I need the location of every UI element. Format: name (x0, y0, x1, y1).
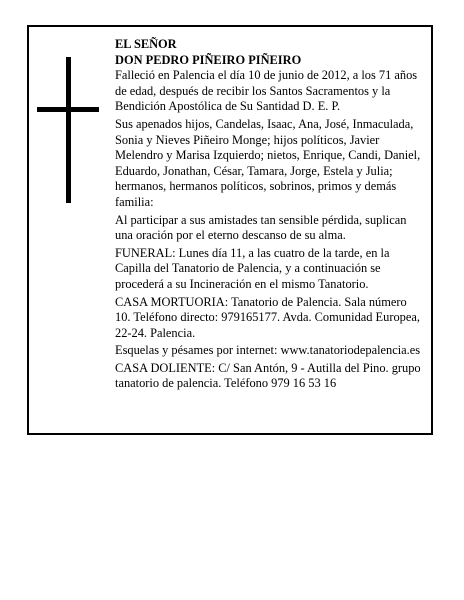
deceased-name: DON PEDRO PIÑEIRO PIÑEIRO (115, 52, 302, 67)
mourning-house-info: CASA DOLIENTE: C/ San Antón, 9 - Autilla del Pino. grupo tanatorio de palencia. Teléfono 979 16 53 16 (115, 360, 421, 391)
cross-horizontal-bar (37, 107, 99, 112)
family-list: Sus apenados hijos, Candelas, Isaac, Ana, José, Inmaculada, Sonia y Nieves Piñeiro Monge; hijos políticos, Javier Melendro y Marisa Izquierdo; nietos, Enrique, Candi, Daniel, Eduardo, Jonathan, César, Tamara, Jorge, Estela y Julia; hermanos, hermanos políticos, sobrinos, primos y demás familia: (115, 116, 421, 209)
obituary-notice (27, 25, 433, 435)
internet-condolences: Esquelas y pésames por internet: www.tanatoriodepalencia.es (115, 343, 421, 358)
cross-vertical-bar (66, 57, 71, 203)
funeral-info: FUNERAL: Lunes día 11, a las cuatro de la tarde, en la Capilla del Tanatorio de Palencia, y a continuación se procederá a su Incineración en el mismo Tanatorio. (115, 245, 390, 291)
obituary-text (115, 37, 425, 394)
cross-icon (37, 57, 99, 203)
mortuary-info: CASA MORTUORIA: Tanatorio de Palencia. Sala número 10. Teléfono directo: 979165177. Avda. Comunidad Europea, 22-24. Palencia. (115, 294, 420, 340)
title-line-1: EL SEÑOR (115, 37, 177, 51)
death-announcement: Falleció en Palencia el día 10 de junio de 2012, a los 71 años de edad, después de recibir los Santos Sacramentos y la Bendición Apostólica de Su Santidad D. E. P. (115, 68, 418, 114)
prayer-request: Al participar a sus amistades tan sensible pérdida, suplican una oración por el eterno descanso de su alma. (115, 212, 407, 243)
